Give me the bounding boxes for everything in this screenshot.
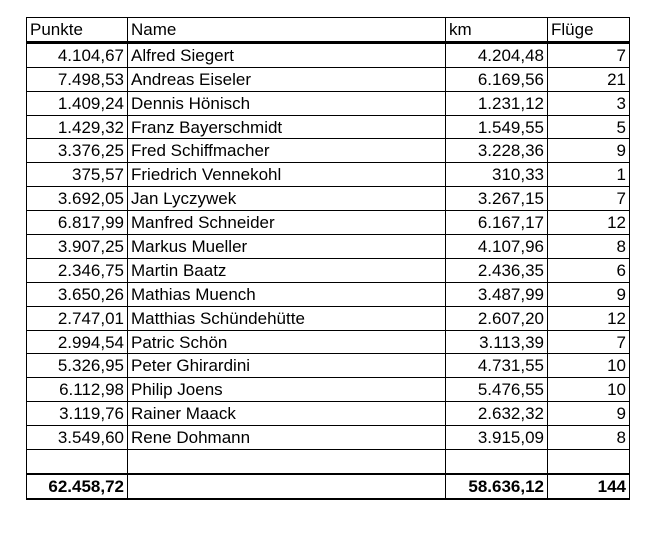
table-row — [27, 258, 630, 282]
table-row-name: Dennis Hönisch — [128, 91, 446, 115]
totals-row-name — [128, 474, 446, 499]
table-row-name: Matthias Schündehütte — [128, 306, 446, 330]
table-row-name: Friedrich Vennekohl — [128, 163, 446, 187]
table-row-punkte: 6.817,99 — [27, 211, 128, 235]
table-row-fluege: 7 — [548, 330, 630, 354]
table-row-punkte: 7.498,53 — [27, 67, 128, 91]
table-row — [27, 42, 630, 67]
table-row-km: 3.113,39 — [446, 330, 548, 354]
table-row-fluege: 9 — [548, 139, 630, 163]
table-row-fluege: 12 — [548, 306, 630, 330]
table-row-km: 6.167,17 — [446, 211, 548, 235]
header-name: Name — [128, 18, 446, 43]
empty-cell — [27, 450, 128, 474]
table-row-km: 310,33 — [446, 163, 548, 187]
table-row — [27, 163, 630, 187]
table-row-fluege: 5 — [548, 115, 630, 139]
table-row-fluege: 1 — [548, 163, 630, 187]
table-row — [27, 354, 630, 378]
table-row-km: 3.267,15 — [446, 187, 548, 211]
empty-cell — [128, 450, 446, 474]
table-row-km: 4.204,48 — [446, 42, 548, 67]
table-row-km: 3.228,36 — [446, 139, 548, 163]
header-fluege: Flüge — [548, 18, 630, 43]
table-row-fluege: 8 — [548, 426, 630, 450]
table-row-fluege: 6 — [548, 258, 630, 282]
results-table-body — [27, 18, 630, 499]
table-row-name: Jan Lyczywek — [128, 187, 446, 211]
table-row-punkte: 3.376,25 — [27, 139, 128, 163]
table-row-name: Rene Dohmann — [128, 426, 446, 450]
table-row-fluege: 7 — [548, 187, 630, 211]
totals-row-fluege: 144 — [548, 474, 630, 499]
table-row — [27, 282, 630, 306]
header-row — [27, 18, 630, 43]
table-row-km: 2.607,20 — [446, 306, 548, 330]
table-row-punkte: 1.429,32 — [27, 115, 128, 139]
table-row-name: Fred Schiffmacher — [128, 139, 446, 163]
table-row-km: 1.549,55 — [446, 115, 548, 139]
totals-row-punkte: 62.458,72 — [27, 474, 128, 499]
table-row-km: 5.476,55 — [446, 378, 548, 402]
table-row-name: Patric Schön — [128, 330, 446, 354]
table-row-punkte: 3.907,25 — [27, 235, 128, 259]
table-row-punkte: 1.409,24 — [27, 91, 128, 115]
table-row-km: 2.632,32 — [446, 402, 548, 426]
table-row-fluege: 10 — [548, 354, 630, 378]
table-row — [27, 211, 630, 235]
table-row — [27, 187, 630, 211]
table-row-punkte: 2.747,01 — [27, 306, 128, 330]
table-row-name: Franz Bayerschmidt — [128, 115, 446, 139]
table-row-fluege: 9 — [548, 282, 630, 306]
table-row-km: 6.169,56 — [446, 67, 548, 91]
table-row-fluege: 10 — [548, 378, 630, 402]
table-row-km: 2.436,35 — [446, 258, 548, 282]
empty-row — [27, 450, 630, 474]
table-row-fluege: 7 — [548, 42, 630, 67]
table-row-punkte: 3.692,05 — [27, 187, 128, 211]
table-row-punkte: 375,57 — [27, 163, 128, 187]
table-row-km: 3.487,99 — [446, 282, 548, 306]
table-row-name: Rainer Maack — [128, 402, 446, 426]
table-row-name: Markus Mueller — [128, 235, 446, 259]
table-row-fluege: 9 — [548, 402, 630, 426]
table-row-punkte: 3.549,60 — [27, 426, 128, 450]
table-row-punkte: 2.346,75 — [27, 258, 128, 282]
table-row — [27, 115, 630, 139]
table-row — [27, 139, 630, 163]
table-row-km: 1.231,12 — [446, 91, 548, 115]
table-row-name: Andreas Eiseler — [128, 67, 446, 91]
table-row-name: Philip Joens — [128, 378, 446, 402]
table-row-punkte: 3.650,26 — [27, 282, 128, 306]
table-row-km: 4.731,55 — [446, 354, 548, 378]
table-row-name: Mathias Muench — [128, 282, 446, 306]
totals-row — [27, 474, 630, 499]
table-row — [27, 67, 630, 91]
empty-cell — [446, 450, 548, 474]
table-row — [27, 426, 630, 450]
table-row-punkte: 3.119,76 — [27, 402, 128, 426]
empty-cell — [548, 450, 630, 474]
table-row-punkte: 2.994,54 — [27, 330, 128, 354]
table-row — [27, 330, 630, 354]
table-row — [27, 235, 630, 259]
table-row-fluege: 8 — [548, 235, 630, 259]
table-row-fluege: 21 — [548, 67, 630, 91]
table-row — [27, 91, 630, 115]
table-row-fluege: 3 — [548, 91, 630, 115]
header-km: km — [446, 18, 548, 43]
table-row-name: Martin Baatz — [128, 258, 446, 282]
table-row — [27, 306, 630, 330]
table-row-punkte: 5.326,95 — [27, 354, 128, 378]
results-table — [26, 17, 630, 500]
table-row — [27, 378, 630, 402]
table-row-fluege: 12 — [548, 211, 630, 235]
table-row-punkte: 4.104,67 — [27, 42, 128, 67]
header-punkte: Punkte — [27, 18, 128, 43]
totals-row-km: 58.636,12 — [446, 474, 548, 499]
table-row-km: 3.915,09 — [446, 426, 548, 450]
table-row-name: Peter Ghirardini — [128, 354, 446, 378]
table-row-km: 4.107,96 — [446, 235, 548, 259]
table-row-name: Alfred Siegert — [128, 42, 446, 67]
table-row — [27, 402, 630, 426]
table-row-name: Manfred Schneider — [128, 211, 446, 235]
table-row-punkte: 6.112,98 — [27, 378, 128, 402]
